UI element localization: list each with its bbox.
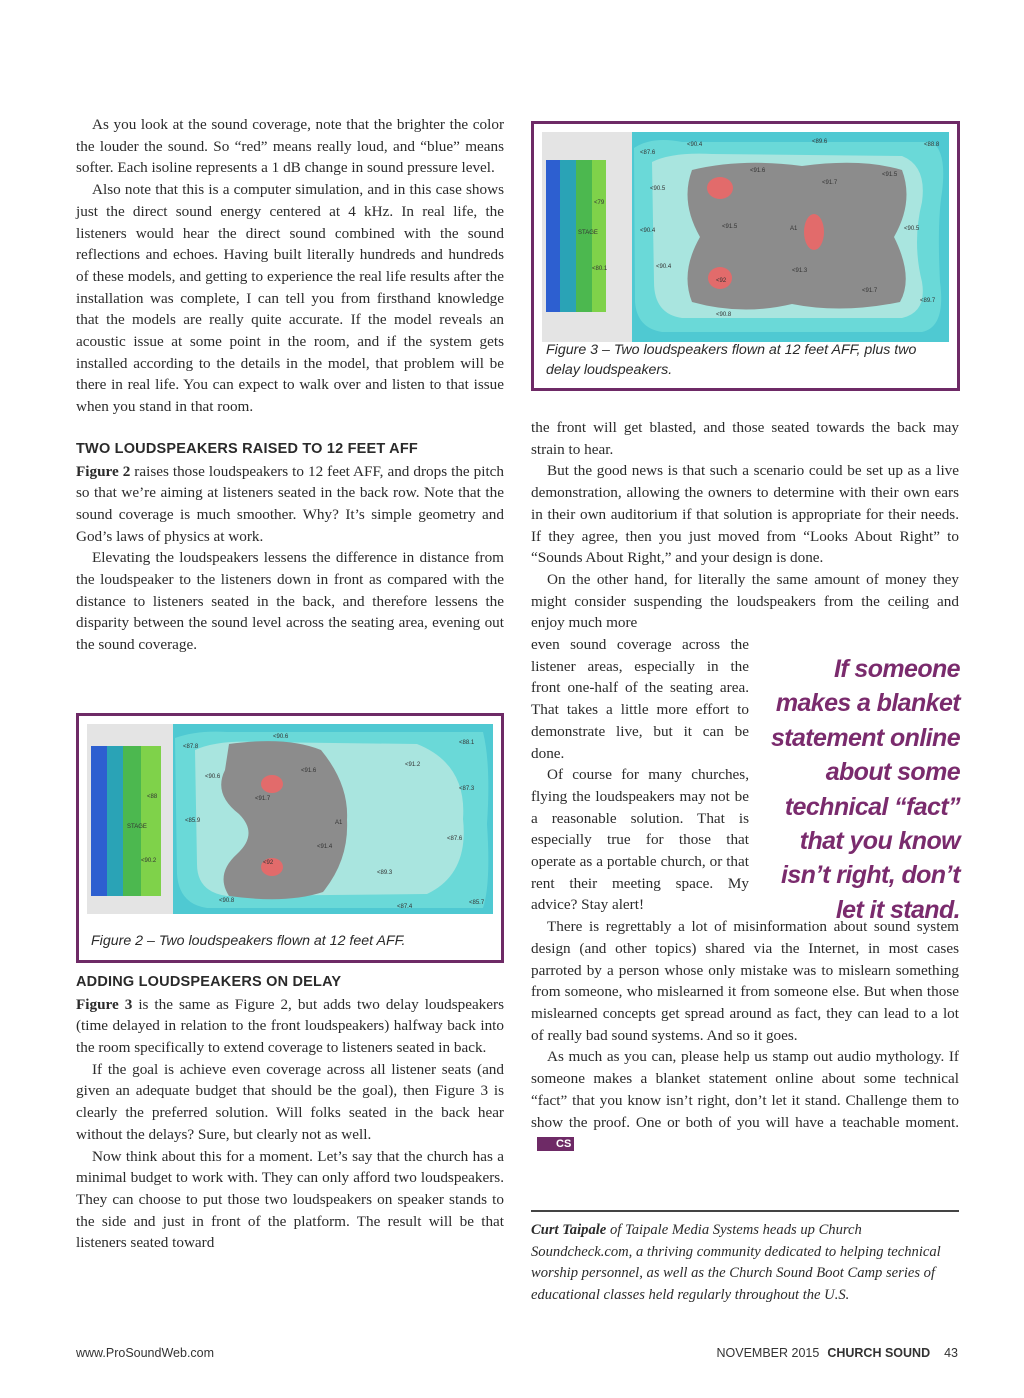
left-column: [76, 114, 504, 1254]
body-text: raises those loudspeakers to 12 feet AFF, and drops the pitch so that we’re aiming at listeners seated in the back row. Note that the sound coverage is much smoother. Why? It’s simple geometry and God’s laws of physics at work.: [76, 462, 505, 545]
figure-2-coverage-map: [87, 724, 493, 914]
footer-issue-date: NOVEMBER 2015: [716, 1346, 820, 1360]
pull-quote: [770, 652, 960, 927]
section-heading: TWO LOUDSPEAKERS RAISED TO 12 FEET AFF: [76, 440, 418, 457]
isoline-label: <91.7: [822, 180, 838, 186]
isoline-label: <85.9: [185, 818, 201, 824]
isoline-label: <90.8: [219, 898, 235, 904]
bio-divider: [531, 1210, 959, 1212]
figure-3-caption: Figure 3 – Two loudspeakers flown at 12 feet AFF, plus two delay loudspeakers.: [546, 342, 917, 378]
isoline-label: <87.8: [183, 744, 199, 750]
body-paragraph: even sound coverage across the listener areas, especially in the front one-half of the seating area. That takes a little more effort to demonstrate live, but it can be done.: [531, 636, 749, 762]
pull-quote-line: about some: [825, 758, 960, 787]
pull-quote-line: isn’t right, don’t: [781, 861, 960, 890]
isoline-label: <90.5: [650, 186, 666, 192]
end-mark-badge: CS: [537, 1137, 574, 1151]
isoline-label: <92: [263, 860, 274, 866]
pull-quote-line: If someone: [834, 655, 960, 683]
wrapped-text-column: [531, 634, 749, 916]
isoline-label: <87.6: [447, 836, 463, 842]
body-paragraph: Also note that this is a computer simulation, and in this case shows just the direct sound energy centered at 4 kHz. In real life, the listeners would hear the direct sound combined with the sound reflections and echoes. Having built literally hundreds and hundreds of these models, and getting to experience the real life results after the installation was complete, I can tell you from firsthand knowledge that the models are really quite accurate. If the model reveals an acoustic issue at some point in the room, and if the system gets installed according to the details in the model, that problem will be there in real life. You can expect to walk over and listen to that issue when you stand in that room.: [76, 181, 504, 416]
hotspot: [261, 775, 283, 793]
author-bio-text: of Taipale Media Systems heads up Church Soundcheck.com, a thriving community dedicated to helping technical worship personnel, as well as the Church Sound Boot Camp series of educational classes held regularly throughout the U.S.: [531, 1222, 941, 1303]
pull-quote-line: let it stand.: [835, 895, 960, 924]
pull-quote-line: makes a blanket: [775, 689, 960, 718]
isoline-label: A1: [790, 226, 798, 232]
body-paragraph: As you look at the sound coverage, note that the brighter the color the louder the sound. So “red” means really loud, and “blue” means softer. Each isoline represents a 1 dB change in sound pressure level.: [76, 116, 504, 177]
isoline-label: <79: [594, 200, 605, 206]
isoline-label: <90.5: [904, 226, 920, 232]
isoline-label: <87.4: [397, 904, 413, 910]
isoline-label: <88.8: [924, 142, 940, 148]
body-paragraph: [531, 1046, 959, 1155]
isoline-label: <92: [716, 278, 727, 284]
pull-quote-line: statement online: [770, 723, 960, 752]
isoline-label: <89.6: [812, 139, 828, 145]
isoline-label: <91.7: [862, 288, 878, 294]
isoline-label: <90.2: [141, 858, 157, 864]
page-number: 43: [944, 1346, 958, 1360]
footer-issue-info: [716, 1346, 958, 1360]
body-paragraph: If the goal is achieve even coverage across all listener seats (and given an adequate budget that should be the goal), then Figure 3 is clearly the preferred solution. Will folks seated in the back hear without the delays? Sure, but clearly not as well.: [76, 1060, 504, 1143]
footer-magazine-name: CHURCH SOUND: [827, 1346, 931, 1360]
body-paragraph: But the good news is that such a scenario could be set up as a live demonstration, allowing the owners to determine with their own ears in their own auditorium if that solution is appropriate for their needs. If they agree, then you just moved from “Looks About Right” to “Sounds About Right,” and your design is done.: [531, 462, 959, 567]
pull-quote-line: that you know: [799, 827, 960, 856]
isoline-label: <91.6: [750, 168, 766, 174]
body-text: As much as you can, please help us stamp out audio mythology. If someone makes a blanket statement online about some technical “fact” that you know isn’t right, don’t let it stand. Challenge them to show the proof. One or both of you will have a teachable moment.: [531, 1048, 959, 1131]
body-paragraph: the front will get blasted, and those seated towards the back may strain to hear.: [531, 419, 959, 458]
figure-2: [76, 713, 504, 963]
body-paragraph: [76, 994, 504, 1059]
isoline-label: <87.3: [459, 786, 475, 792]
body-paragraph: Now think about this for a moment. Let’s say that the church has a minimal budget to work with. They can only afford two loudspeakers. They can choose to put those two loudspeakers on speaker stands to the side and just in front of the platform. The result will be that listeners seated toward: [76, 1147, 504, 1252]
isoline-label: <91.5: [722, 224, 738, 230]
footer-website[interactable]: www.ProSoundWeb.com: [76, 1346, 215, 1360]
isoline-label: <89.7: [920, 298, 936, 304]
body-paragraph: Of course for many churches, flying the loudspeakers may not be a reasonable solution. That is especially true for those that operate as a portable church, or that rent their meeting space. My advice? Stay alert!: [531, 766, 749, 914]
body-text: is the same as Figure 2, but adds two delay loudspeakers (time delayed in relation to the front loudspeakers) halfway back into the room specifically to extend coverage to listeners seated in back.: [76, 995, 504, 1056]
isoline-label: <90.8: [716, 312, 732, 318]
isoline-label: <91.7: [255, 796, 271, 802]
pull-quote-line: technical “fact”: [784, 792, 960, 821]
isoline-label: <88: [147, 794, 158, 800]
section-heading: ADDING LOUDSPEAKERS ON DELAY: [76, 973, 342, 990]
body-paragraph: [76, 461, 504, 548]
isoline-label: <91.2: [405, 762, 421, 768]
isoline-label: <90.4: [640, 228, 656, 234]
stage-label: STAGE: [578, 230, 598, 236]
isoline-label: <87.6: [640, 150, 656, 156]
figure-reference: Figure 3: [76, 995, 133, 1013]
isoline-label: <91.3: [792, 268, 808, 274]
isoline-label: <91.6: [301, 768, 317, 774]
isoline-label: <90.6: [273, 734, 289, 740]
body-text: On the other hand, for literally the same amount of money they might consider suspending the loudspeakers from the ceiling and enjoy much more: [531, 570, 959, 632]
author-bio: [531, 1220, 959, 1306]
body-paragraph: Elevating the loudspeakers lessens the difference in distance from the loudspeaker to the listeners down in front as compared with the distance to listeners seated in the back, and therefore lessens the disparity between the sound level across the seating area, evening out the sound coverage.: [76, 549, 504, 654]
author-name: Curt Taipale: [531, 1222, 607, 1238]
stage-label: STAGE: [127, 824, 147, 830]
hotspot: [804, 214, 824, 250]
isoline-label: <85.7: [469, 900, 485, 906]
body-paragraph: [531, 569, 959, 634]
figure-3-coverage-map: [542, 132, 949, 342]
isoline-label: <80.1: [592, 266, 608, 272]
isoline-label: A1: [335, 820, 343, 826]
isoline-label: <90.6: [205, 774, 221, 780]
isoline-label: <90.4: [687, 142, 703, 148]
isoline-label: <90.4: [656, 264, 672, 270]
isoline-label: <91.4: [317, 844, 333, 850]
isoline-label: <89.3: [377, 870, 393, 876]
figure-2-caption: Figure 2 – Two loudspeakers flown at 12 feet AFF.: [91, 933, 406, 949]
figure-3: [531, 121, 960, 391]
body-paragraph: There is regrettably a lot of misinformation about sound system design (and other topics) shared via the Internet, in most cases parroted by a person whose only mistake was to mislearn something from someone, who mislearned it from someone else. But when those mislearned concepts get spread around as fact, they can lead to a lot of really bad sound systems. And so it goes.: [531, 918, 959, 1044]
hotspot: [707, 177, 733, 199]
isoline-label: <91.5: [882, 172, 898, 178]
figure-reference: Figure 2: [76, 462, 131, 480]
isoline-label: <88.1: [459, 740, 475, 746]
